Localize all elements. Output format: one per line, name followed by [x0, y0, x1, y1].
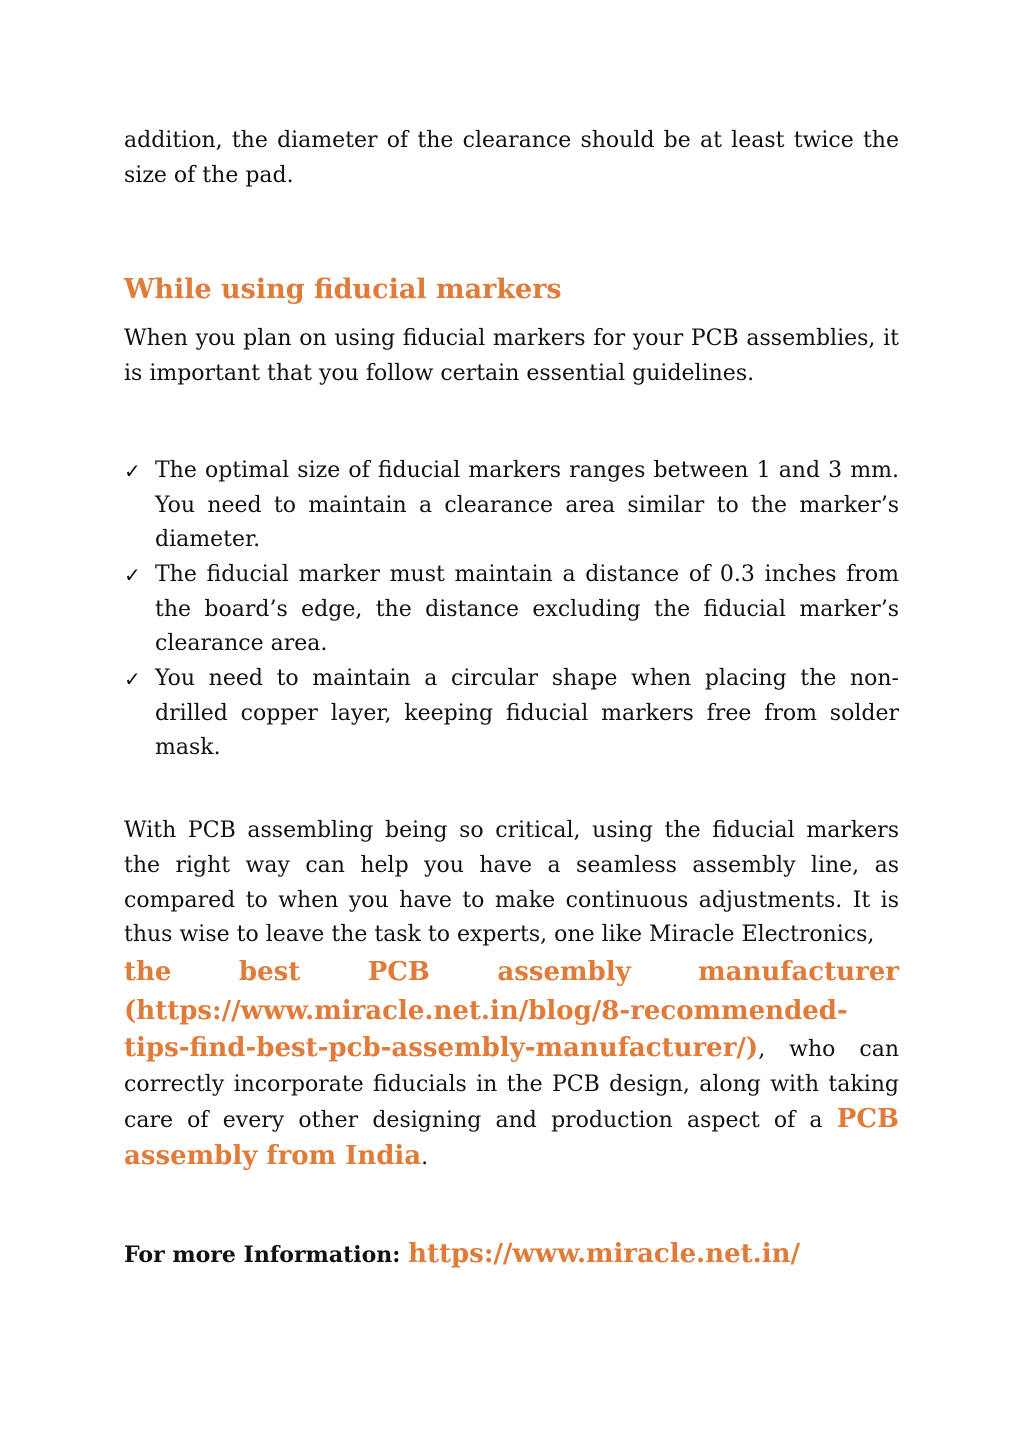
- link-word: manufacturer: [698, 956, 899, 987]
- guideline-item: [124, 558, 899, 662]
- closing-text-before: With PCB assembling being so critical, using the fiducial markers the right way can help you have a seamless assembly line, as compared to when you have to make continuous adjustments. It is thus wise to leave the task to experts, one like Miracle Electronics,: [124, 818, 899, 948]
- guideline-text: The fiducial marker must maintain a distance of 0.3 inches from the board’s edge, the distance excluding the fiducial marker’s clearance area.: [155, 561, 899, 657]
- guideline-item: [124, 454, 899, 558]
- footer-label: For more Information:: [124, 1241, 401, 1268]
- check-icon: ✓: [124, 667, 141, 692]
- check-icon: ✓: [124, 562, 141, 587]
- document-page: [124, 124, 899, 1275]
- section-heading: While using fiducial markers: [124, 274, 562, 306]
- guideline-text: The optimal size of fiducial markers ranges between 1 and 3 mm. You need to maintain a clearance area similar to the marker’s diameter.: [155, 457, 899, 553]
- closing-paragraph: [124, 814, 899, 1176]
- manufacturer-link-url-line-1[interactable]: (https://www.miracle.net.in/blog/8-recommended-: [124, 995, 848, 1026]
- link-word: the: [124, 956, 172, 987]
- link-word: PCB: [367, 956, 430, 987]
- closing-text-after: [124, 1031, 899, 1176]
- intro-paragraph: addition, the diameter of the clearance should be at least twice the size of the pad.: [124, 128, 899, 188]
- manufacturer-link-url-line-2[interactable]: tips-find-best-pcb-assembly-manufacturer/): [124, 1032, 759, 1063]
- best-pcb-manufacturer-link[interactable]: [124, 953, 899, 992]
- closing-text-end: .: [421, 1145, 429, 1171]
- link-word: best: [238, 956, 301, 987]
- closing-text-middle: , who can correctly incorporate fiducials in the PCB design, along with taking care of every other designing and production aspect of a: [124, 1036, 899, 1134]
- guideline-item: [124, 662, 899, 766]
- footer-website-link[interactable]: https://www.miracle.net.in/: [408, 1238, 801, 1269]
- section-lead-paragraph: When you plan on using fiducial markers for your PCB assemblies, it is important that you follow certain essential guidelines.: [124, 326, 899, 387]
- guidelines-list: [124, 454, 899, 766]
- pcb-assembly-india-link[interactable]: PCB assembly from India: [124, 1104, 899, 1172]
- check-icon: ✓: [124, 458, 141, 483]
- link-word: assembly: [497, 956, 631, 987]
- footer-info: [124, 1234, 899, 1275]
- guideline-text: You need to maintain a circular shape when placing the non-drilled copper layer, keeping fiducial markers free from solder mask.: [155, 666, 899, 761]
